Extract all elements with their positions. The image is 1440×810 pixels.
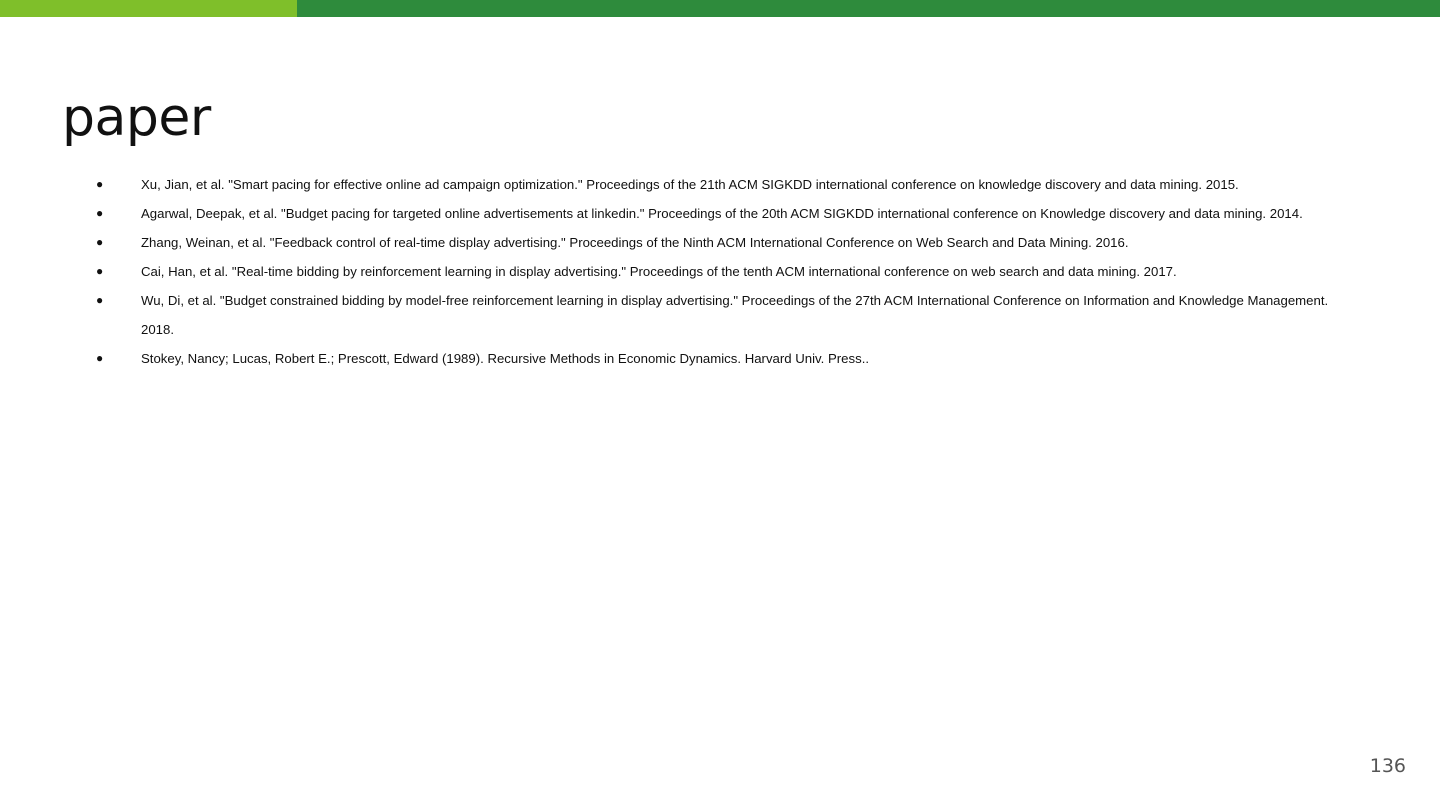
reference-text: Stokey, Nancy; Lucas, Robert E.; Prescott, Edward (1989). Recursive Methods in Economic Dynamics. Harvard Univ. Press.. [141, 351, 870, 366]
bullet-icon: ● [96, 235, 104, 249]
page-number: 136 [1369, 755, 1406, 777]
reference-list [96, 170, 1356, 373]
reference-text: Cai, Han, et al. "Real-time bidding by reinforcement learning in display advertising." Proceedings of the tenth ACM international conference on web search and data mining. 2017. [141, 264, 1177, 279]
bullet-icon: ● [96, 293, 104, 307]
reference-text: Xu, Jian, et al. "Smart pacing for effective online ad campaign optimization." Proceedings of the 21th ACM SIGKDD international conference on knowledge discovery and data mining. 2015. [141, 177, 1239, 192]
reference-item [96, 199, 1356, 228]
bullet-icon: ● [96, 177, 104, 191]
reference-item [96, 344, 1356, 373]
reference-item [96, 170, 1356, 199]
reference-item [96, 228, 1356, 257]
top-bar-light-segment [0, 0, 297, 17]
bullet-icon: ● [96, 206, 104, 220]
reference-text: Zhang, Weinan, et al. "Feedback control of real-time display advertising." Proceedings of the Ninth ACM International Conference on Web Search and Data Mining. 2016. [141, 235, 1129, 250]
slide-title: paper [62, 88, 211, 148]
top-accent-bar [0, 0, 1440, 17]
reference-text: Agarwal, Deepak, et al. "Budget pacing for targeted online advertisements at linkedin." Proceedings of the 20th ACM SIGKDD international conference on Knowledge discovery and data mining. 2014. [141, 206, 1303, 221]
reference-text: Wu, Di, et al. "Budget constrained bidding by model-free reinforcement learning in display advertising." Proceedings of the 27th ACM International Conference on Information and Knowledge Management. 2018. [141, 293, 1329, 337]
top-bar-dark-segment [297, 0, 1440, 17]
bullet-icon: ● [96, 264, 104, 278]
reference-item [96, 257, 1356, 286]
reference-item [96, 286, 1356, 344]
bullet-icon: ● [96, 351, 104, 365]
